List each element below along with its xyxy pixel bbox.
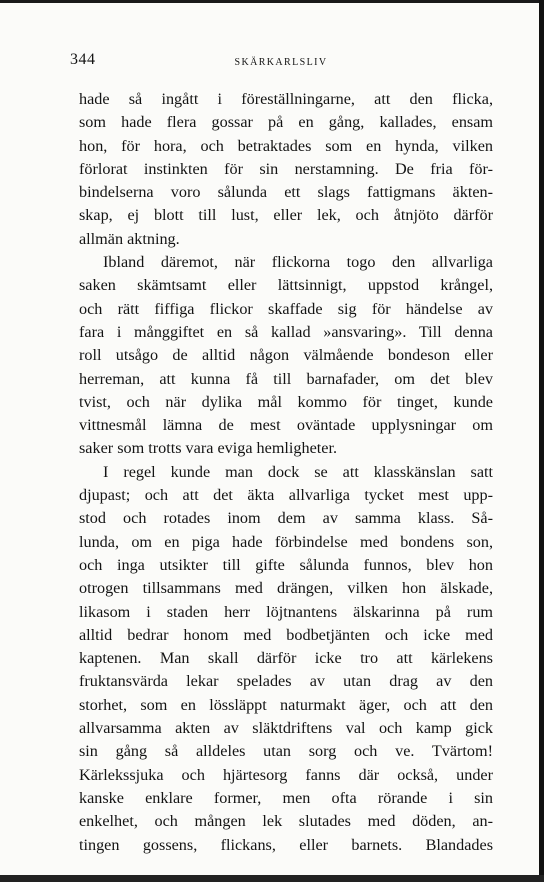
page-number: 344 [70, 51, 96, 68]
text-line: likasom i staden herr löjtnantens älskarinna på rum [79, 602, 493, 621]
text-line: fara i månggiftet en så kallad »ansvaring». Till denna [79, 322, 493, 341]
text-line: kanske enklare former, men ofta rörande i sin [79, 788, 493, 807]
text-line: och inga utsikter till gifte sålunda funnos, blev hon [79, 555, 493, 574]
text-line: kaptenen. Man skall därför icke tro att kärlekens [79, 649, 493, 668]
scan-border-right [539, 0, 544, 882]
scan-border-bottom [0, 875, 544, 882]
page-header [70, 51, 492, 73]
text-line: fruktansvärda lekar spelades av utan drag av den [79, 672, 493, 691]
text-line: saken skämtsamt eller lättsinnigt, uppstod krångel, [79, 276, 493, 295]
text-line: hade så ingått i föreställningarne, att den flicka, [79, 90, 493, 108]
scan-border-top [0, 0, 544, 3]
text-line: I regel kunde man dock se att klasskänslan satt [103, 462, 493, 481]
text-line: Ibland däremot, när flickorna togo den allvarliga [103, 253, 493, 272]
text-line: och rätt fiffiga flickor skaffade sig för händelse av [79, 299, 493, 318]
text-line: alltid bedrar honom med bodbetjänten och icke med [79, 625, 493, 644]
text-line: skap, ej blott till lust, eller lek, och åtnjöto därför [79, 206, 493, 225]
text-line: bindelserna voro sålunda ett slags fattigmans äkten- [79, 183, 493, 202]
text-line: lunda, om en piga hade förbindelse med bondens son, [79, 532, 493, 551]
text-line: förlorat instinkten för sin nerstamning. De fria för- [79, 159, 493, 178]
text-line: vittnesmål lämna de mest oväntade upplysningar om [79, 416, 493, 435]
text-line: roll utsågo de alltid någon välmående bondeson eller [79, 346, 493, 365]
text-line: enkelhet, och mången lek slutades med döden, an- [79, 812, 493, 831]
text-line: stod och rotades inom dem av samma klass. Så- [79, 509, 493, 528]
text-line: saker som trotts vara eviga hemligheter. [79, 439, 338, 458]
text-line: storhet, som en lössläppt naturmakt äger, och att den [79, 695, 493, 714]
text-line: som hade flera gossar på en gång, kallades, ensam [79, 113, 493, 132]
text-line: otrogen tillsammans med drängen, vilken hon älskade, [79, 579, 493, 598]
text-line: tingen gossens, flickans, eller barnets. Blandades [79, 835, 493, 854]
running-head: SKÄRKARLSLIV [234, 57, 328, 68]
text-line: herreman, att kunna få till barnafader, om det blev [79, 369, 493, 388]
text-line: allmän aktning. [79, 229, 180, 248]
text-line: djupast; och att det äkta allvarliga tycket mest upp- [79, 486, 493, 505]
text-line: tvist, och när dylika mål kommo för tinget, kunde [79, 392, 493, 411]
body-text [79, 88, 493, 857]
text-line: sin gång så alldeles utan sorg och ve. Tvärtom! [79, 742, 493, 761]
text-line: hon, för hora, och betraktades som en hynda, vilken [79, 136, 493, 155]
text-line: allvarsamma akten av släktdriftens val och kamp gick [79, 719, 493, 738]
text-line: Kärlekssjuka och hjärtesorg fanns där också, under [79, 765, 493, 784]
